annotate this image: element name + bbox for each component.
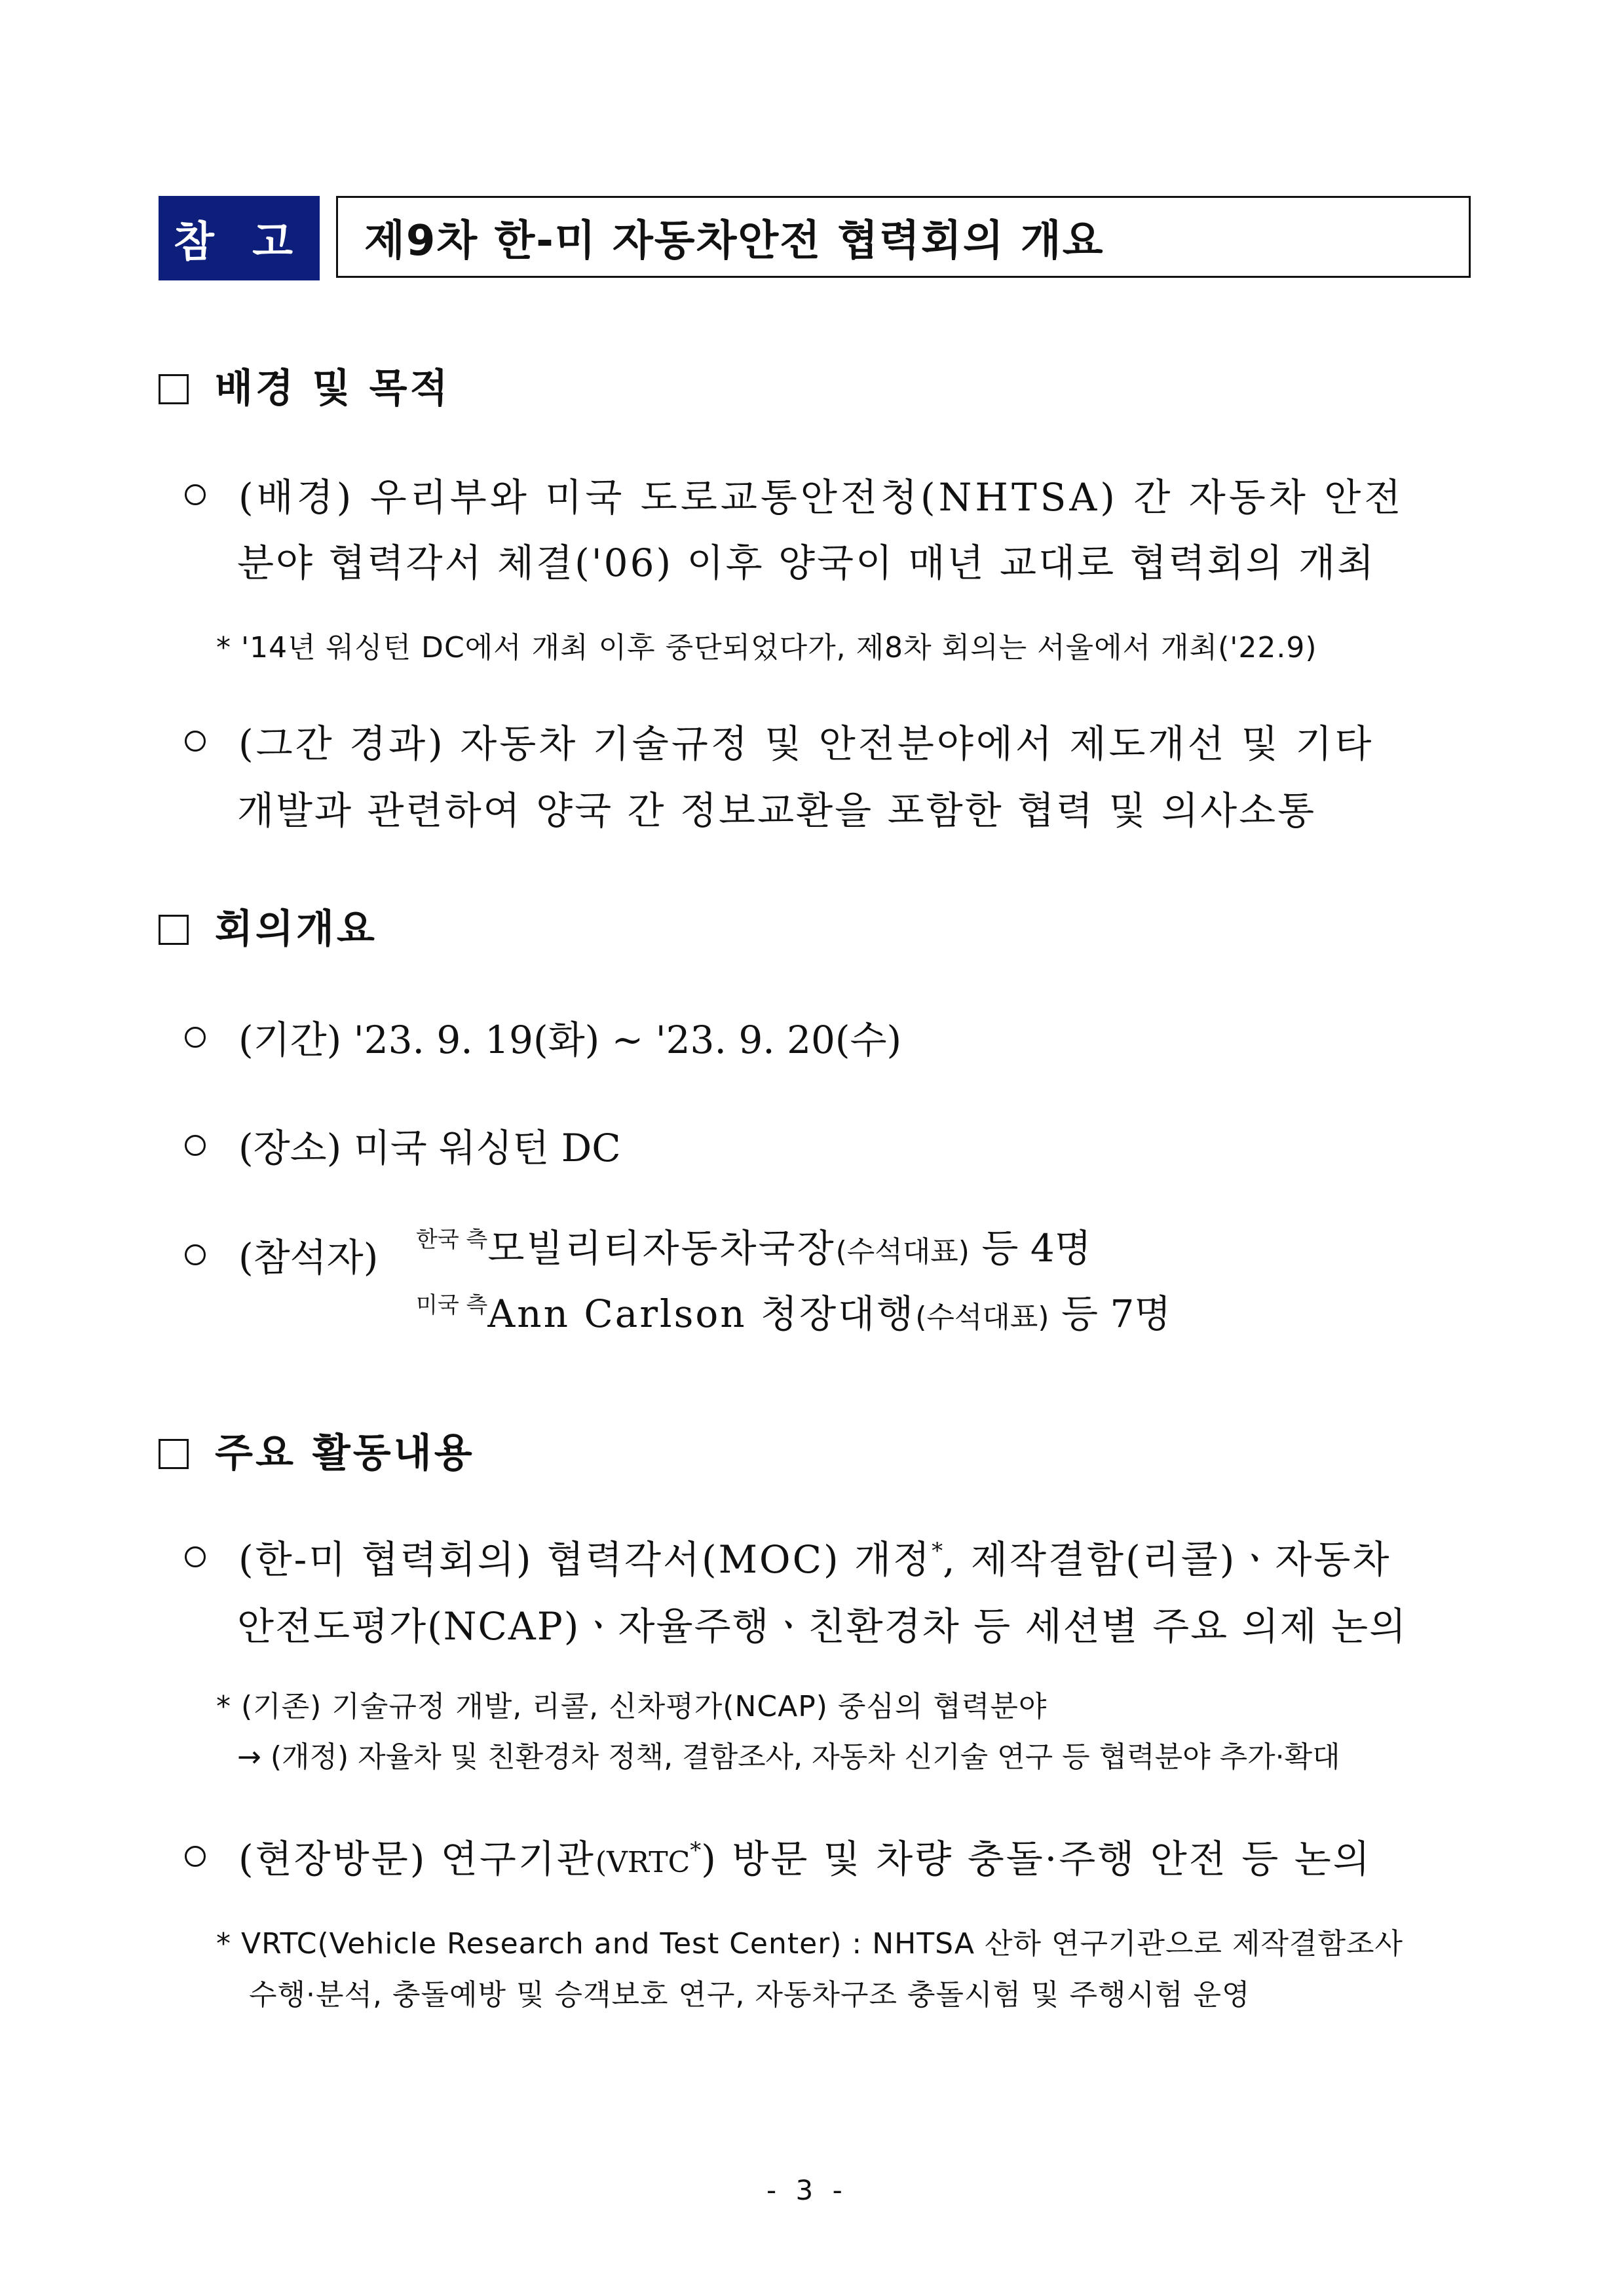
bullet-text: (그간 경과) 자동차 기술규정 및 안전분야에서 제도개선 및 기타: [238, 721, 1374, 766]
page-number: - 3 -: [766, 2174, 848, 2206]
attendee-title: 모빌리티자동차국장: [487, 1226, 836, 1271]
bullet-item-attendees: [185, 1227, 378, 1282]
bullet-text: ) 방문 및 차량 충돌·주행 안전 등 논의: [701, 1837, 1372, 1881]
attendee-role: (수석대표): [835, 1235, 970, 1269]
bullet-item-history: [185, 713, 1374, 768]
footnote: * (기존) 기술규정 개발, 리콜, 신차평가(NCAP) 중심의 협력분야: [216, 1690, 1048, 1723]
bullet-continuation: 개발과 관련하여 양국 간 정보교환을 포함한 협력 및 의사소통: [237, 788, 1317, 833]
attendees-usa: [416, 1283, 1171, 1338]
bullet-item-venue: [185, 1117, 621, 1172]
bullet-text: , 제작결함(리콜)ㆍ자동차: [943, 1537, 1391, 1582]
side-label: 한국 측: [416, 1227, 488, 1253]
section-heading-overview: [159, 898, 377, 954]
attendee-role: (수석대표): [915, 1301, 1049, 1334]
bullet-text: (현장방문) 연구기관: [238, 1837, 595, 1881]
circle-bullet-icon: [185, 1244, 206, 1265]
circle-bullet-icon: [185, 1135, 206, 1156]
bullet-text: (장소) 미국 워싱턴 DC: [238, 1126, 621, 1170]
bullet-item-background: [185, 467, 1404, 522]
reference-label: 참 고: [159, 196, 320, 280]
checkbox-square-icon: [159, 915, 189, 945]
section-heading-activities: [159, 1422, 475, 1478]
bullet-item-site-visit: [185, 1828, 1372, 1883]
bullet-text: (VRTC: [595, 1846, 690, 1879]
circle-bullet-icon: [185, 1546, 206, 1567]
attendees-label: (참석자): [238, 1235, 379, 1280]
circle-bullet-icon: [185, 1846, 206, 1867]
bullet-text: (배경) 우리부와 미국 도로교통안전청(NHTSA) 간 자동차 안전: [238, 475, 1405, 520]
side-label: 미국 측: [416, 1292, 488, 1318]
document-title: [336, 196, 1471, 278]
footnote-marker: *: [932, 1538, 943, 1564]
attendee-count: 등 4명: [981, 1226, 1091, 1271]
bullet-continuation: 분야 협력각서 체결('06) 이후 양국이 매년 교대로 협력회의 개최: [237, 541, 1376, 585]
section-heading-text: 배경 및 목적: [215, 366, 451, 411]
footnote: → (개정) 자율차 및 친환경차 정책, 결함조사, 자동차 신기술 연구 등 협력분야 추가·확대: [237, 1740, 1340, 1774]
bullet-text: (한-미 협력회의) 협력각서(MOC) 개정: [238, 1537, 932, 1582]
checkbox-square-icon: [159, 374, 189, 404]
footnote: * VRTC(Vehicle Research and Test Center) : NHTSA 산하 연구기관으로 제작결함조사: [216, 1927, 1403, 1961]
circle-bullet-icon: [185, 484, 206, 505]
checkbox-square-icon: [159, 1439, 189, 1469]
bullet-item-cooperation: [185, 1529, 1391, 1584]
bullet-item-period: [185, 1009, 901, 1064]
circle-bullet-icon: [185, 1027, 206, 1048]
attendees-korea: [416, 1217, 1091, 1272]
document-title-text: 제9차 한-미 자동차안전 협력회의 개요: [364, 216, 1105, 265]
footnote: * '14년 워싱턴 DC에서 개최 이후 중단되었다가, 제8차 회의는 서울에서 개최('22.9): [216, 631, 1317, 664]
section-heading-background: [159, 357, 451, 413]
attendee-title: Ann Carlson 청장대행: [487, 1292, 916, 1336]
footnote-marker: *: [690, 1837, 702, 1864]
circle-bullet-icon: [185, 731, 206, 752]
attendee-count: 등 7명: [1061, 1292, 1171, 1336]
bullet-text: (기간) '23. 9. 19(화) ~ '23. 9. 20(수): [238, 1018, 902, 1062]
footnote: 수행·분석, 충돌예방 및 승객보호 연구, 자동차구조 충돌시험 및 주행시험 운영: [249, 1978, 1251, 2012]
section-heading-text: 주요 활동내용: [215, 1430, 475, 1476]
bullet-continuation: 안전도평가(NCAP)ㆍ자율주행ㆍ친환경차 등 세션별 주요 의제 논의: [237, 1604, 1408, 1649]
section-heading-text: 회의개요: [215, 906, 377, 952]
